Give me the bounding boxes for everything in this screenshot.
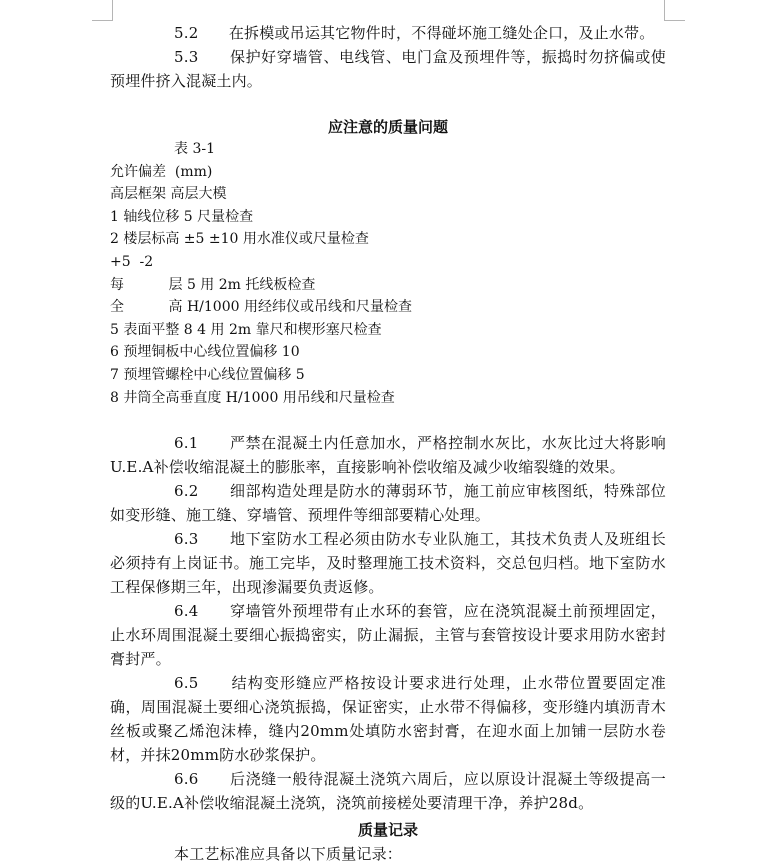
- quality-records-block: [110, 818, 666, 866]
- section-5-block: [110, 21, 666, 93]
- margin-corner-mark: [664, 0, 685, 21]
- quality-records-heading: 质量记录: [357, 821, 418, 839]
- paragraph-6-2: 6.2 细部构造处理是防水的薄弱环节，施工前应审核图纸，特殊部位如变形缝、施工缝、穿墙管、预埋件等细部要精心处理。: [110, 482, 666, 524]
- table-row: 全 高 H/1000 用经纬仪或吊线和尺量检查: [110, 299, 412, 316]
- table-row: 2 楼层标高 ±5 ±10 用水准仪或尺量检查: [110, 231, 369, 248]
- margin-corner-mark: [92, 0, 113, 21]
- table-row: 5 表面平整 8 4 用 2m 靠尺和楔形塞尺检查: [110, 321, 382, 338]
- table-row: 6 预埋铜板中心线位置偏移 10: [110, 344, 300, 361]
- table-row: 允许偏差 (mm): [110, 163, 213, 180]
- section-6-block: [110, 431, 666, 815]
- paragraph-6-5: 6.5 结构变形缝应严格按设计要求进行处理，止水带位置要固定准确，周围混凝土要细心浇筑振捣，保证密实，止水带不得偏移，变形缝内填沥青木丝板或聚乙烯泡沫棒，缝内20mm处填防水密封膏，在迎水面上加铺一层防水卷材，并抹20mm防水砂浆保护。: [110, 674, 666, 764]
- paragraph-6-1: 6.1 严禁在混凝土内任意加水，严格控制水灰比，水灰比过大将影响U.E.A补偿收缩混凝土的膨胀率，直接影响补偿收缩及减少收缩裂缝的效果。: [110, 434, 666, 476]
- tolerance-table: [110, 138, 666, 409]
- table-row: 8 井筒全高垂直度 H/1000 用吊线和尺量检查: [110, 389, 395, 406]
- paragraph-6-6: 6.6 后浇缝一般待混凝土浇筑六周后，应以原设计混凝土等级提高一级的U.E.A补偿收缩混凝土浇筑，浇筑前接槎处要清理干净，养护28d。: [110, 770, 666, 812]
- quality-records-intro: 本工艺标准应具备以下质量记录：: [174, 845, 403, 863]
- paragraph-5-2: 5.2 在拆模或吊运其它物件时，不得碰坏施工缝处企口，及止水带。: [174, 24, 655, 42]
- quality-issues-heading-block: [110, 115, 666, 139]
- table-row: 每 层 5 用 2m 托线板检查: [110, 276, 316, 293]
- quality-issues-heading: 应注意的质量问题: [327, 118, 448, 136]
- table-caption: 表 3-1: [174, 141, 215, 157]
- paragraph-6-4: 6.4 穿墙管外预埋带有止水环的套管，应在浇筑混凝土前预埋固定，止水环周围混凝土要细心振捣密实，防止漏振，主管与套管按设计要求用防水密封膏封严。: [110, 602, 666, 668]
- table-row: 7 预埋管螺栓中心线位置偏移 5: [110, 366, 305, 383]
- paragraph-6-3: 6.3 地下室防水工程必须由防水专业队施工，其技术负责人及班组长必须持有上岗证书。施工完毕，及时整理施工技术资料，交总包归档。地下室防水工程保修期三年，出现渗漏要负责返修。: [110, 530, 666, 596]
- table-row: 1 轴线位移 5 尺量检查: [110, 208, 254, 225]
- table-row: +5 -2: [110, 253, 154, 270]
- table-row: 高层框架 高层大模: [110, 186, 227, 203]
- paragraph-5-3: 5.3 保护好穿墙管、电线管、电门盒及预埋件等，振捣时勿挤偏或使预埋件挤入混凝土内。: [110, 48, 666, 90]
